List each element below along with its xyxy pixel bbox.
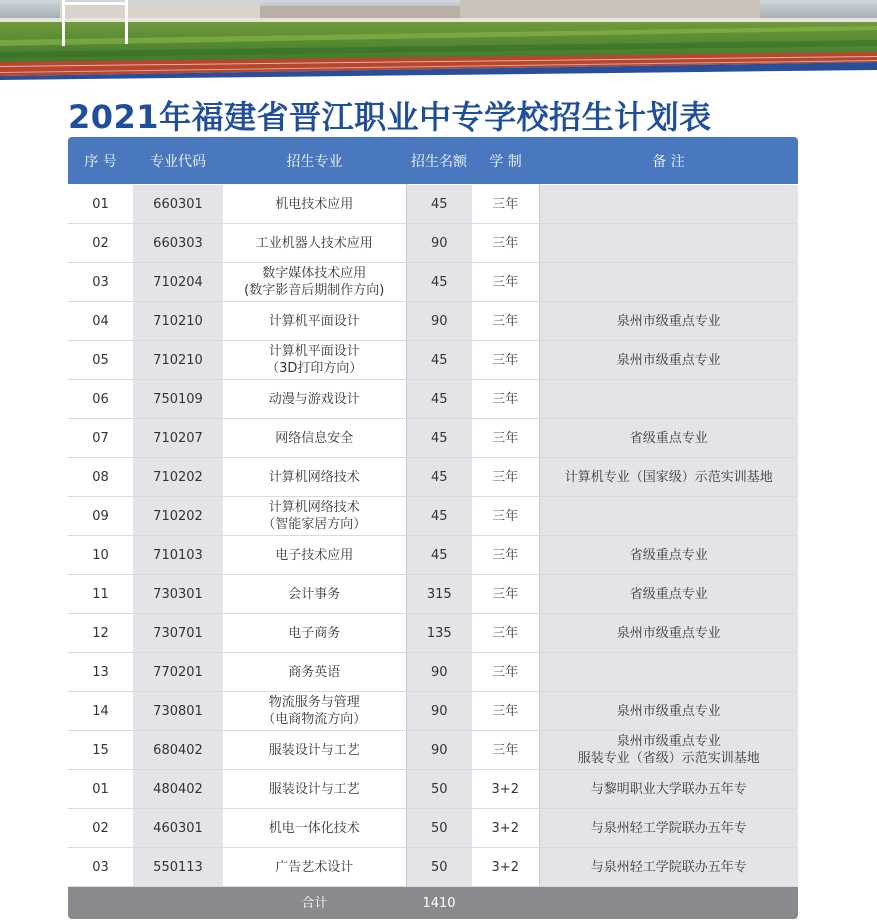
cell-term: 三年	[472, 263, 539, 302]
cell-code: 660303	[133, 224, 223, 263]
cell-quota: 45	[406, 380, 472, 419]
cell-note: 省级重点专业	[539, 536, 798, 575]
cell-quota: 50	[406, 770, 472, 809]
cell-quota: 45	[406, 419, 472, 458]
header-major: 招生专业	[223, 137, 406, 185]
cell-note: 与泉州轻工学院联办五年专	[539, 809, 798, 848]
cell-note	[539, 224, 798, 263]
cell-quota: 50	[406, 848, 472, 887]
cell-term: 三年	[472, 653, 539, 692]
cell-no: 02	[68, 809, 133, 848]
cell-major: 工业机器人技术应用	[223, 224, 406, 263]
cell-major: 广告艺术设计	[223, 848, 406, 887]
enrollment-table	[68, 137, 798, 917]
table-row	[68, 224, 798, 263]
page-title: 2021年福建省晋江职业中专学校招生计划表	[68, 98, 712, 136]
cell-quota: 45	[406, 263, 472, 302]
table-row	[68, 263, 798, 302]
cell-code: 750109	[133, 380, 223, 419]
total-label: 合计	[223, 887, 406, 920]
plan-table	[68, 137, 798, 919]
cell-note	[539, 263, 798, 302]
header-quota: 招生名额	[406, 137, 472, 185]
cell-term: 三年	[472, 458, 539, 497]
cell-quota: 90	[406, 224, 472, 263]
cell-no: 03	[68, 848, 133, 887]
cell-code: 770201	[133, 653, 223, 692]
cell-major: 电子商务	[223, 614, 406, 653]
table-row	[68, 458, 798, 497]
cell-major: 服装设计与工艺	[223, 770, 406, 809]
cell-note: 与泉州轻工学院联办五年专	[539, 848, 798, 887]
cell-major: 计算机平面设计	[223, 302, 406, 341]
cell-no: 05	[68, 341, 133, 380]
table-row	[68, 536, 798, 575]
total-value: 1410	[406, 887, 472, 920]
banner	[0, 0, 877, 88]
cell-code: 710207	[133, 419, 223, 458]
cell-quota: 45	[406, 536, 472, 575]
cell-term: 三年	[472, 692, 539, 731]
cell-note: 泉州市级重点专业	[539, 692, 798, 731]
cell-no: 15	[68, 731, 133, 770]
table-row	[68, 419, 798, 458]
table-row	[68, 185, 798, 224]
cell-note: 泉州市级重点专业 服装专业（省级）示范实训基地	[539, 731, 798, 770]
cell-no: 09	[68, 497, 133, 536]
cell-major: 商务英语	[223, 653, 406, 692]
cell-major: 电子技术应用	[223, 536, 406, 575]
cell-no: 14	[68, 692, 133, 731]
cell-major: 服装设计与工艺	[223, 731, 406, 770]
header-row	[68, 137, 798, 185]
table-row	[68, 341, 798, 380]
cell-term: 3+2	[472, 770, 539, 809]
cell-quota: 45	[406, 497, 472, 536]
cell-quota: 90	[406, 731, 472, 770]
cell-note	[539, 653, 798, 692]
cell-major: 动漫与游戏设计	[223, 380, 406, 419]
cell-code: 730801	[133, 692, 223, 731]
table-row	[68, 653, 798, 692]
header-note: 备 注	[539, 137, 798, 185]
cell-term: 三年	[472, 575, 539, 614]
cell-code: 550113	[133, 848, 223, 887]
cell-quota: 315	[406, 575, 472, 614]
cell-note: 与黎明职业大学联办五年专	[539, 770, 798, 809]
table-row	[68, 614, 798, 653]
table-row	[68, 302, 798, 341]
cell-term: 三年	[472, 497, 539, 536]
cell-term: 三年	[472, 224, 539, 263]
cell-term: 三年	[472, 536, 539, 575]
cell-quota: 45	[406, 458, 472, 497]
cell-code: 710202	[133, 458, 223, 497]
cell-no: 01	[68, 770, 133, 809]
cell-major: 会计事务	[223, 575, 406, 614]
cell-quota: 45	[406, 341, 472, 380]
cell-major: 计算机平面设计 （3D打印方向）	[223, 341, 406, 380]
cell-note	[539, 380, 798, 419]
cell-no: 03	[68, 263, 133, 302]
stadium-photo	[0, 0, 877, 88]
cell-no: 01	[68, 185, 133, 224]
cell-quota: 45	[406, 185, 472, 224]
cell-term: 3+2	[472, 848, 539, 887]
cell-code: 480402	[133, 770, 223, 809]
cell-term: 三年	[472, 185, 539, 224]
cell-no: 11	[68, 575, 133, 614]
cell-code: 710103	[133, 536, 223, 575]
cell-major: 计算机网络技术	[223, 458, 406, 497]
cell-no: 02	[68, 224, 133, 263]
cell-note: 泉州市级重点专业	[539, 341, 798, 380]
cell-no: 12	[68, 614, 133, 653]
table-row	[68, 380, 798, 419]
cell-term: 三年	[472, 341, 539, 380]
cell-code: 660301	[133, 185, 223, 224]
cell-note: 省级重点专业	[539, 575, 798, 614]
table-row	[68, 731, 798, 770]
cell-major: 网络信息安全	[223, 419, 406, 458]
cell-note: 泉州市级重点专业	[539, 614, 798, 653]
cell-code: 710210	[133, 302, 223, 341]
cell-term: 三年	[472, 731, 539, 770]
cell-note	[539, 185, 798, 224]
header-term: 学 制	[472, 137, 539, 185]
cell-no: 13	[68, 653, 133, 692]
cell-code: 460301	[133, 809, 223, 848]
table-row	[68, 848, 798, 887]
cell-quota: 90	[406, 302, 472, 341]
cell-no: 07	[68, 419, 133, 458]
cell-no: 08	[68, 458, 133, 497]
cell-note: 计算机专业（国家级）示范实训基地	[539, 458, 798, 497]
cell-note: 泉州市级重点专业	[539, 302, 798, 341]
cell-code: 730701	[133, 614, 223, 653]
cell-note	[539, 497, 798, 536]
total-row	[68, 887, 798, 920]
cell-quota: 135	[406, 614, 472, 653]
cell-no: 10	[68, 536, 133, 575]
cell-code: 730301	[133, 575, 223, 614]
cell-note: 省级重点专业	[539, 419, 798, 458]
cell-term: 三年	[472, 302, 539, 341]
cell-term: 三年	[472, 419, 539, 458]
cell-term: 三年	[472, 614, 539, 653]
cell-term: 3+2	[472, 809, 539, 848]
header-no: 序 号	[68, 137, 133, 185]
cell-quota: 90	[406, 653, 472, 692]
cell-major: 机电一体化技术	[223, 809, 406, 848]
header-code: 专业代码	[133, 137, 223, 185]
cell-major: 物流服务与管理 （电商物流方向）	[223, 692, 406, 731]
cell-no: 06	[68, 380, 133, 419]
cell-code: 710210	[133, 341, 223, 380]
cell-code: 710202	[133, 497, 223, 536]
cell-code: 680402	[133, 731, 223, 770]
cell-major: 计算机网络技术 （智能家居方向）	[223, 497, 406, 536]
cell-code: 710204	[133, 263, 223, 302]
table-row	[68, 575, 798, 614]
cell-major: 机电技术应用	[223, 185, 406, 224]
cell-quota: 90	[406, 692, 472, 731]
cell-quota: 50	[406, 809, 472, 848]
table-row	[68, 809, 798, 848]
cell-term: 三年	[472, 380, 539, 419]
cell-no: 04	[68, 302, 133, 341]
table-row	[68, 497, 798, 536]
cell-major: 数字媒体技术应用 (数字影音后期制作方向)	[223, 263, 406, 302]
table-row	[68, 770, 798, 809]
table-row	[68, 692, 798, 731]
